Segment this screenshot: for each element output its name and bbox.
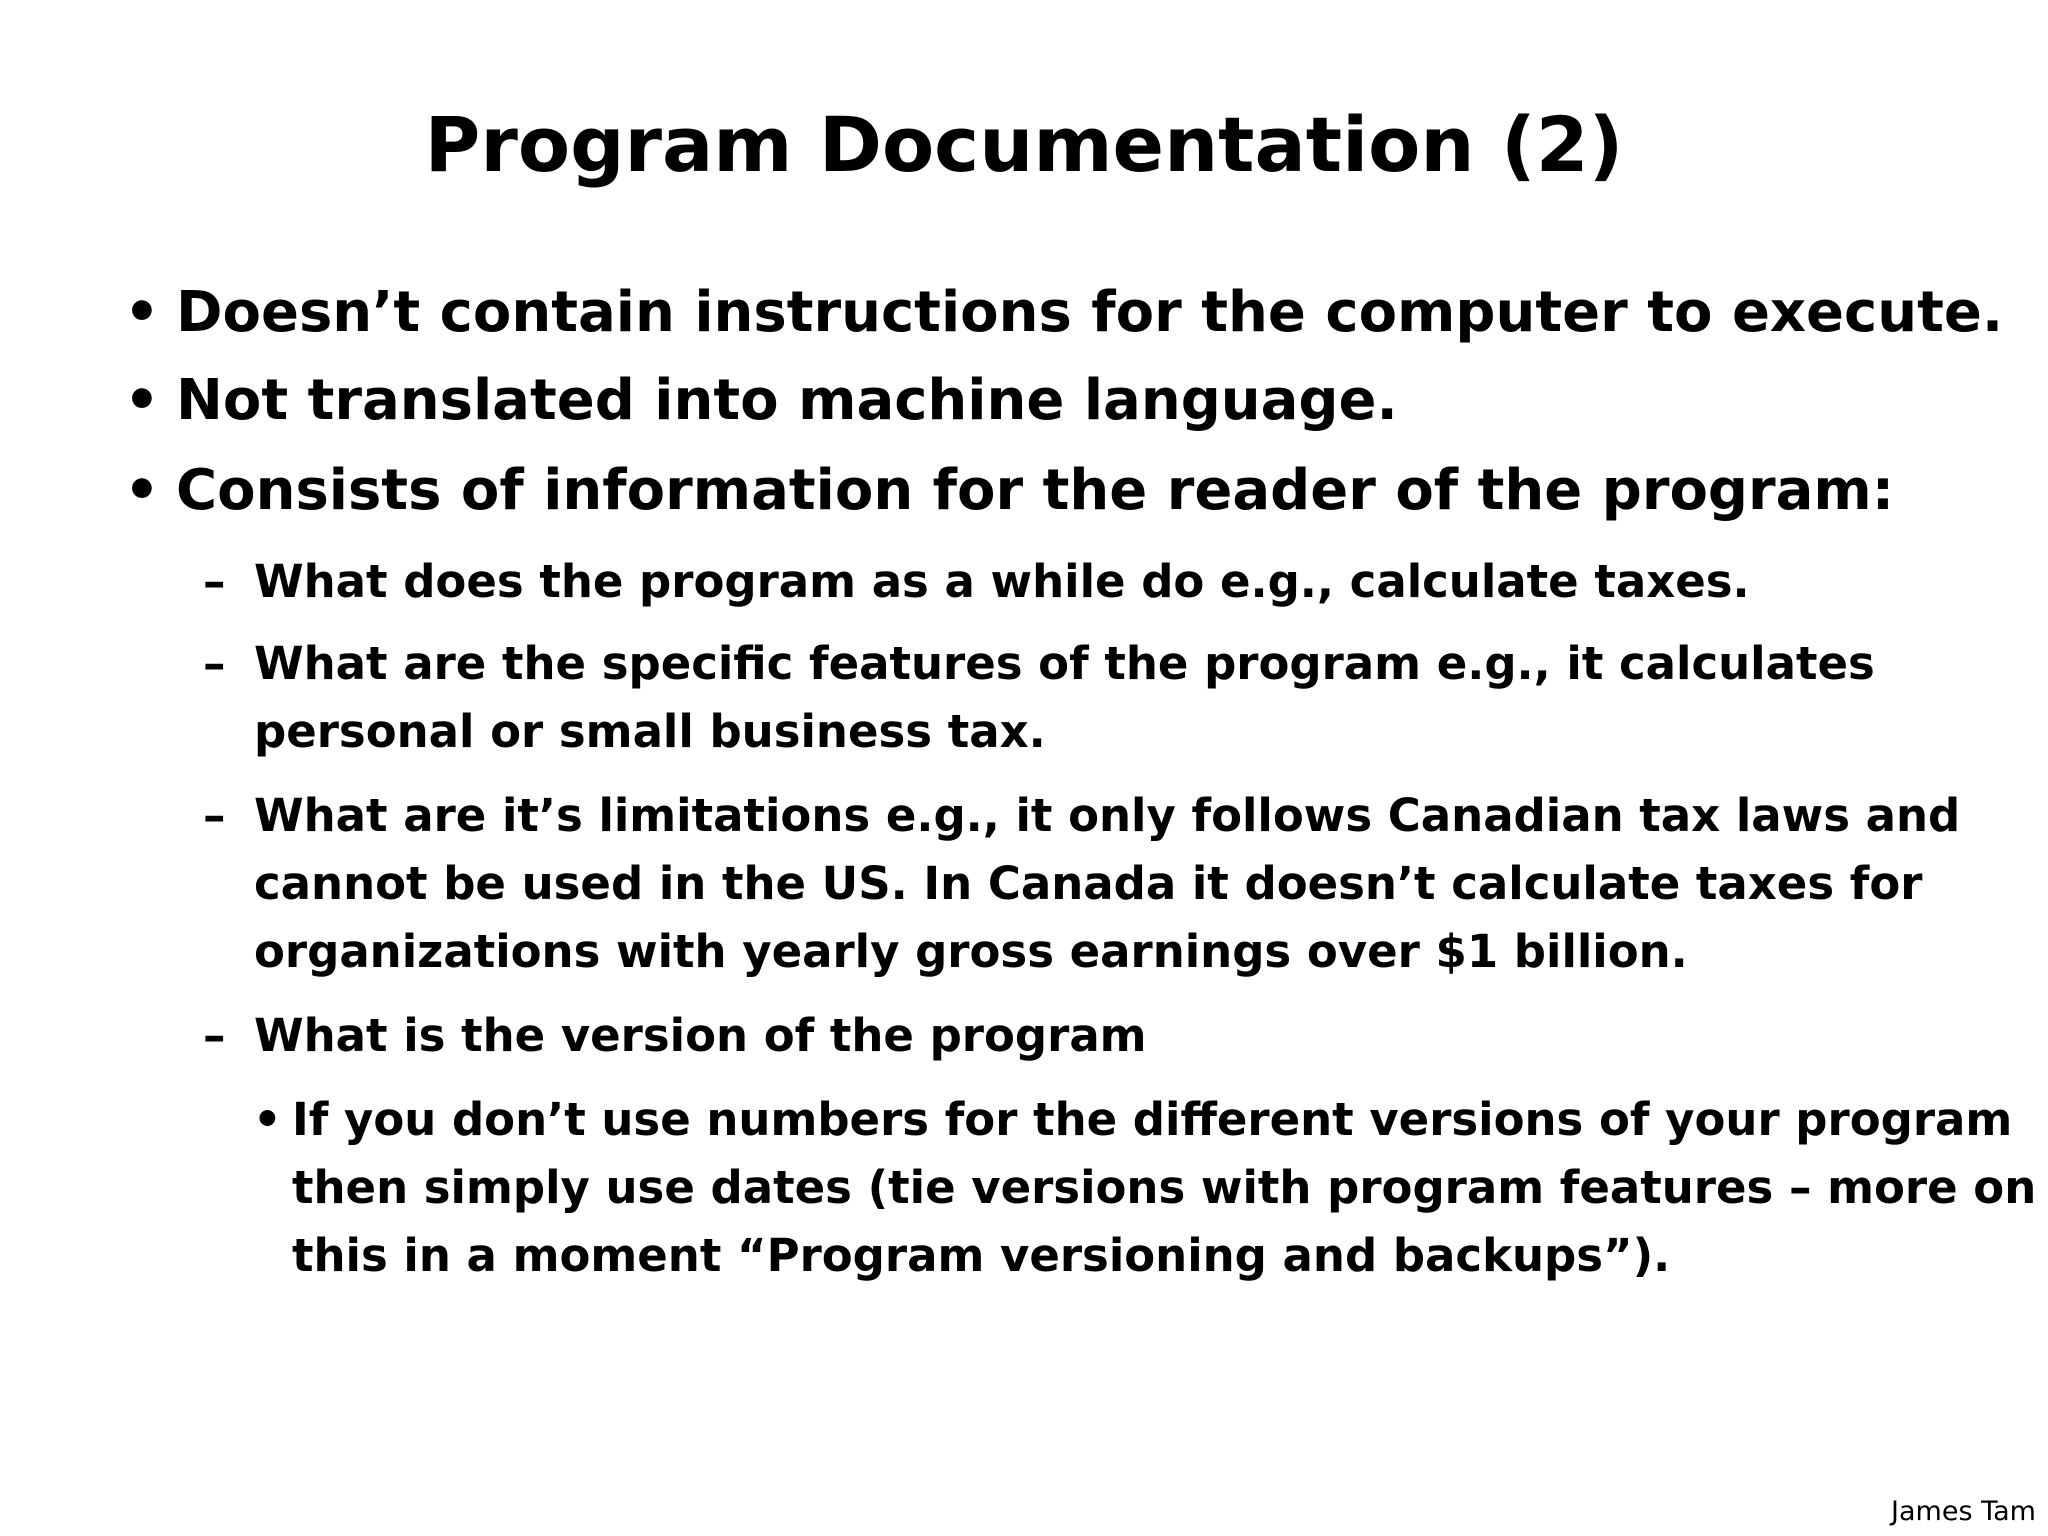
footer-author: James Tam bbox=[1891, 1496, 2036, 1527]
bullet-item: Doesn’t contain instructions for the computer to execute. bbox=[176, 280, 2004, 345]
dash-marker: – bbox=[203, 555, 226, 608]
sub-sub-bullet-marker: • bbox=[253, 1093, 282, 1146]
sub-sub-bullet-line: then simply use dates (tie versions with program features – more on bbox=[292, 1161, 2037, 1214]
sub-bullet-line: cannot be used in the US. In Canada it doesn’t calculate taxes for bbox=[254, 857, 1923, 910]
bullet-marker: • bbox=[124, 280, 160, 345]
dash-marker: – bbox=[203, 1009, 226, 1062]
bullet-item: Consists of information for the reader of the program: bbox=[176, 458, 1895, 523]
dash-marker: – bbox=[203, 637, 226, 690]
sub-bullet-line: What are it’s limitations e.g., it only follows Canadian tax laws and bbox=[254, 789, 1961, 842]
bullet-item: Not translated into machine language. bbox=[176, 368, 1398, 433]
sub-bullet-line: organizations with yearly gross earnings over $1 billion. bbox=[254, 925, 1688, 978]
bullet-marker: • bbox=[124, 368, 160, 433]
sub-bullet-line: What is the version of the program bbox=[254, 1009, 1147, 1062]
dash-marker: – bbox=[203, 789, 226, 842]
sub-bullet-line: personal or small business tax. bbox=[254, 705, 1046, 758]
sub-sub-bullet-line: If you don’t use numbers for the different versions of your program bbox=[292, 1093, 2013, 1146]
sub-bullet-line: What does the program as a while do e.g., calculate taxes. bbox=[254, 555, 1750, 608]
slide-title: Program Documentation (2) bbox=[424, 100, 1624, 189]
sub-bullet-line: What are the specific features of the program e.g., it calculates bbox=[254, 637, 1875, 690]
bullet-marker: • bbox=[124, 458, 160, 523]
sub-sub-bullet-line: this in a moment “Program versioning and backups”). bbox=[292, 1229, 1671, 1282]
